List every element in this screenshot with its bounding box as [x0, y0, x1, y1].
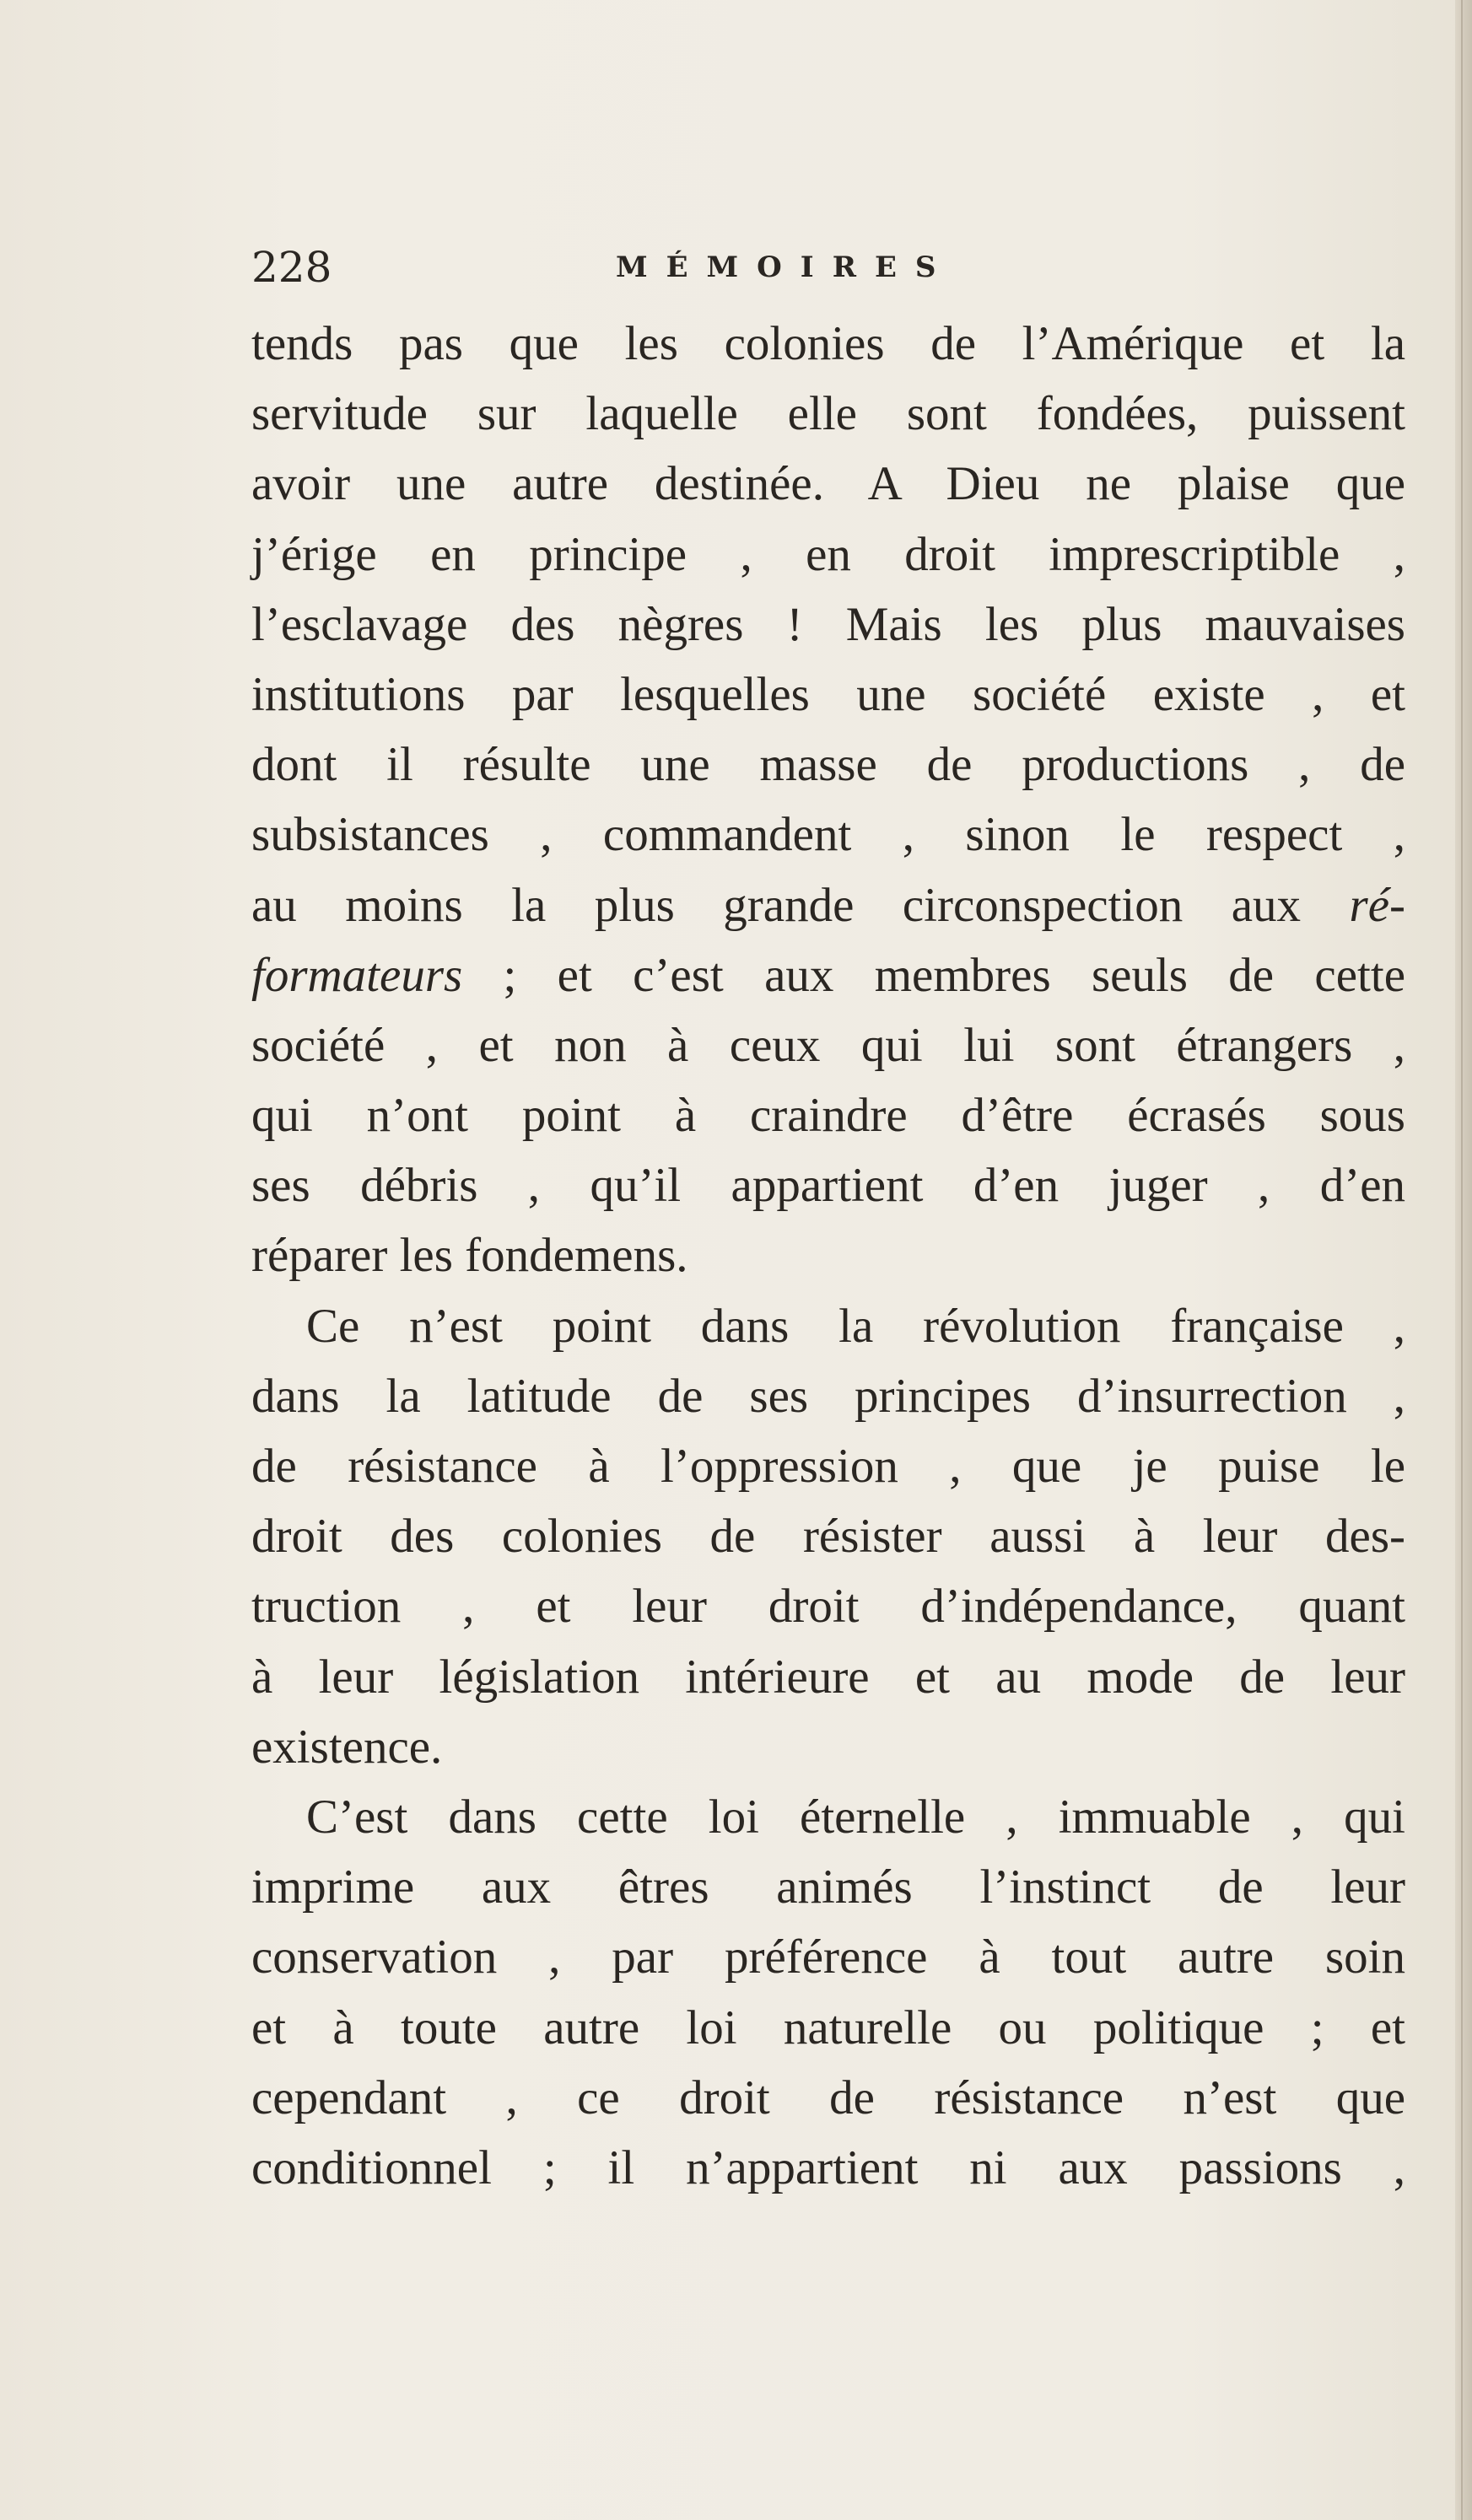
text-line: droit des colonies de résister aussi à leur des-	[251, 1510, 1405, 1564]
text-fragment: ; et c’est aux membres seuls de cette	[462, 948, 1405, 1002]
page-header	[251, 238, 1399, 297]
text-line: l’esclavage des nègres ! Mais les plus mauvaises	[251, 597, 1405, 651]
running-title: MÉMOIRES	[616, 250, 955, 284]
text-line: conservation , par préférence à tout autre soin	[251, 1930, 1405, 1984]
text-line-with-italic	[251, 870, 1405, 940]
text-line: qui n’ont point à craindre d’être écrasés sous	[251, 1089, 1405, 1143]
text-line: conditionnel ; il n’appartient ni aux passions ,	[251, 2140, 1405, 2194]
italic-fragment: formateurs	[251, 948, 463, 1002]
page-number: 228	[251, 243, 332, 292]
page-gutter-edge	[1455, 0, 1472, 2520]
text-line: j’érige en principe , en droit imprescriptible ,	[251, 527, 1405, 581]
text-line: Ce n’est point dans la révolution française ,	[306, 1299, 1405, 1353]
text-line: dans la latitude de ses principes d’insurrection ,	[251, 1369, 1405, 1423]
text-line: C’est dans cette loi éternelle , immuable , qui	[306, 1790, 1405, 1844]
page-edge-line	[1461, 0, 1463, 2520]
text-line: dont il résulte une masse de productions , de	[251, 738, 1405, 792]
text-line: subsistances , commandent , sinon le respect ,	[251, 808, 1405, 862]
body-text	[251, 309, 1405, 2203]
text-line: existence.	[251, 1720, 443, 1774]
text-line: ses débris , qu’il appartient d’en juger , d’en	[251, 1159, 1405, 1213]
text-line: avoir une autre destinée. A Dieu ne plaise que	[251, 457, 1405, 511]
italic-fragment: ré-	[1349, 878, 1405, 932]
text-line: imprime aux êtres animés l’instinct de leur	[251, 1860, 1405, 1914]
text-line: truction , et leur droit d’indépendance, quant	[251, 1580, 1405, 1634]
text-line: servitude sur laquelle elle sont fondées, puissent	[251, 387, 1405, 441]
text-line: institutions par lesquelles une société existe , et	[251, 667, 1405, 721]
text-line: de résistance à l’oppression , que je puise le	[251, 1440, 1405, 1493]
text-line: tends pas que les colonies de l’Amérique et la	[251, 317, 1405, 370]
text-line-with-italic	[251, 940, 1405, 1010]
text-line: et à toute autre loi naturelle ou politique ; et	[251, 2000, 1405, 2054]
text-line: société , et non à ceux qui lui sont étrangers ,	[251, 1018, 1405, 1072]
text-line: cependant , ce droit de résistance n’est que	[251, 2070, 1405, 2124]
text-line: à leur législation intérieure et au mode de leur	[251, 1650, 1405, 1704]
text-fragment: au moins la plus grande circonspection aux	[251, 878, 1350, 932]
text-line: réparer les fondemens.	[251, 1229, 688, 1283]
